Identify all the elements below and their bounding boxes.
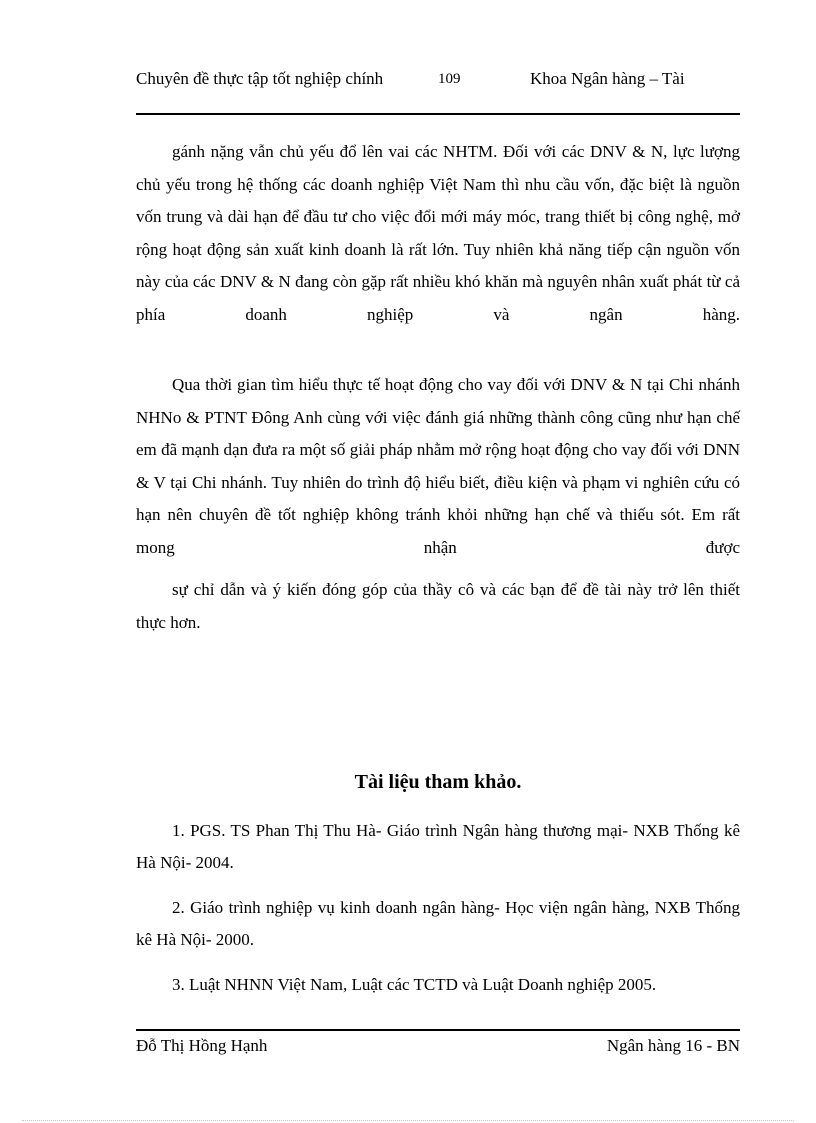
reference-item: 2. Giáo trình nghiệp vụ kinh doanh ngân hàng- Học viện ngân hàng, NXB Thống kê Hà Nội- 2000. [136,898,740,949]
reference-item: 1. PGS. TS Phan Thị Thu Hà- Giáo trình Ngân hàng thương mại- NXB Thống kê Hà Nội- 2004. [136,821,740,872]
paragraph-text: Qua thời gian tìm hiểu thực tế hoạt động cho vay đối với DNV & N tại Chi nhánh NHNo & PTNT Đông Anh cùng với việc đánh giá những thành công cũng như hạn chế em đã mạnh dạn đưa ra một số giải pháp nhằm mở rộng hoạt động cho vay đối với DNN & V tại Chi nhánh. Tuy nhiên do trình độ hiểu biết, điều kiện và phạm vi nghiên cứu có hạn nên chuyên đề tốt nghiệp không tránh khỏi những hạn chế và thiếu sót. Em rất mong nhận được [136,375,740,557]
footer-class: Ngân hàng 16 - BN [606,1036,740,1055]
footer-author: Đỗ Thị Hồng Hạnh [136,1036,268,1055]
header-divider [136,113,740,115]
header-department: Khoa Ngân hàng – Tài [530,69,685,88]
header-title: Chuyên đề thực tập tốt nghiệp chính [136,69,384,88]
reference-item: 3. Luật NHNN Việt Nam, Luật các TCTD và Luật Doanh nghiệp 2005. [172,975,657,994]
page-number: 109 [438,71,461,87]
footer-divider [136,1029,740,1031]
page-bottom-border [22,1120,794,1121]
references-list [136,815,740,1014]
paragraph-text: gánh nặng vẫn chủ yếu đổ lên vai các NHTM. Đối với các DNV & N, lực lượng chủ yếu trong hệ thống các doanh nghiệp Việt Nam thì nhu cầu vốn, đặc biệt là nguồn vốn trung và dài hạn để đầu tư cho việc đổi mới máy móc, trang thiết bị công nghệ, mở rộng hoạt động sản xuất kinh doanh là rất lớn. Tuy nhiên khả năng tiếp cận nguồn vốn này của các DNV & N đang còn gặp rất nhiều khó khăn mà nguyên nhân xuất phát từ cả phía doanh nghiệp và ngân hàng. [136,142,740,324]
body-paragraph-3 [136,574,740,639]
page-header [136,68,740,114]
body-paragraph-1 [136,136,740,331]
body-paragraph-2 [136,369,740,564]
paragraph-text: sự chỉ dẫn và ý kiến đóng góp của thầy cô và các bạn để đề tài này trở lên thiết thực hơn. [136,580,740,632]
references-title: Tài liệu tham khảo. [354,771,522,793]
